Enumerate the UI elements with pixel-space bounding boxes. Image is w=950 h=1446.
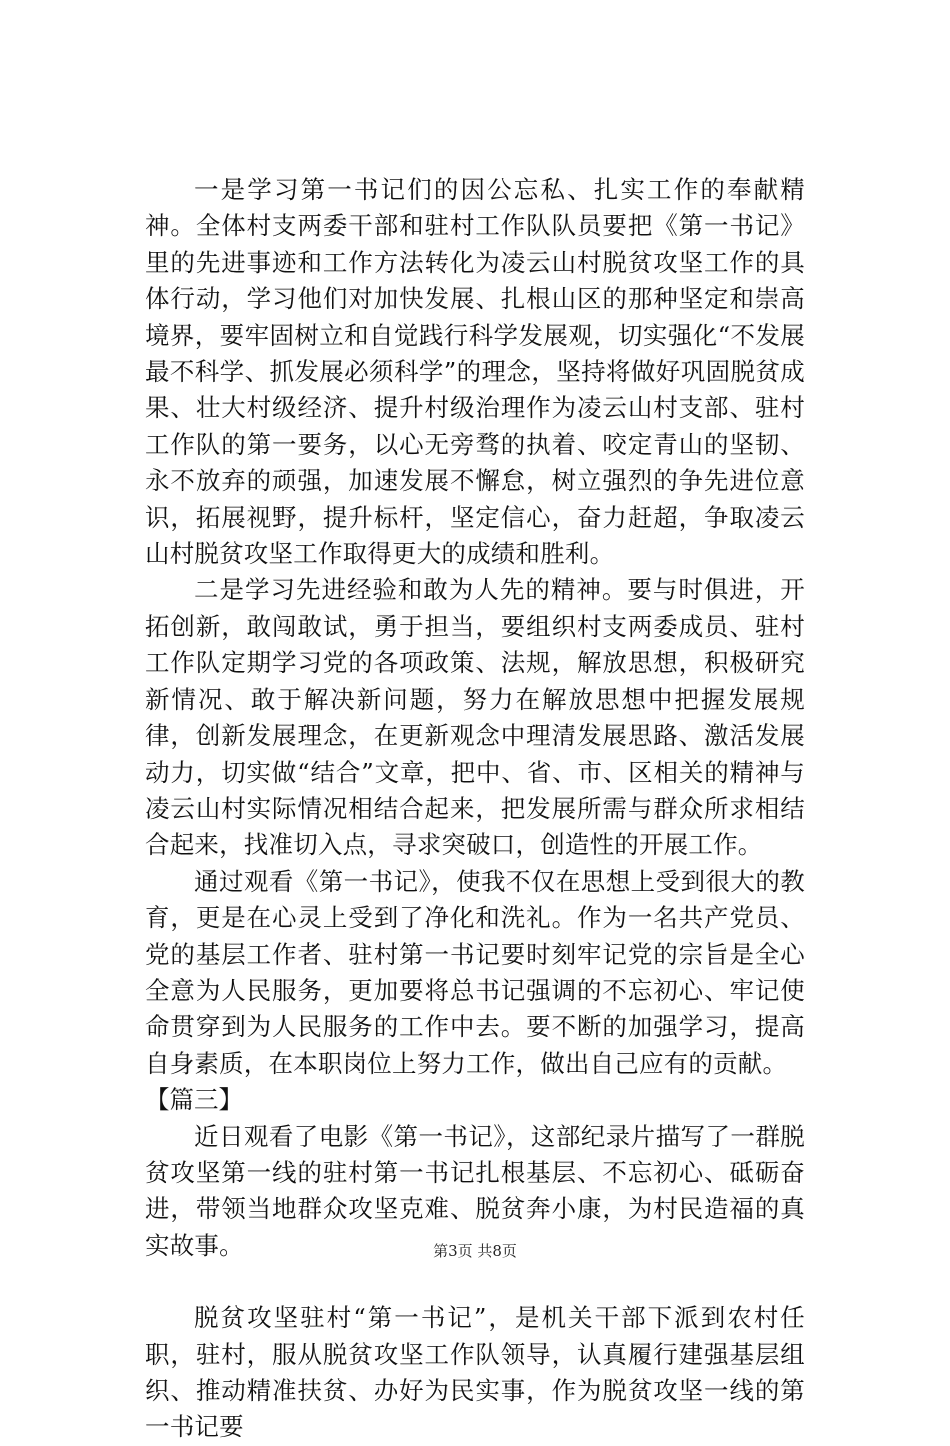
section-paragraph-1: 近日观看了电影《第一书记》，这部纪录片描写了一群脱贫攻坚第一线的驻村第一书记扎根基层、不忘初心、砥砺奋进，带领当地群众攻坚克难、脱贫奔小康，为村民造福的真实故事。 <box>145 1121 805 1260</box>
section-paragraph-2: 脱贫攻坚驻村“第一书记”，是机关干部下派到农村任职，驻村，服从脱贫攻坚工作队领导，认真履行建强基层组织、推动精准扶贫、办好为民实事，作为脱贫攻坚一线的第一书记要 <box>145 1303 805 1442</box>
blank-line <box>145 1264 805 1300</box>
page-footer: 第3页 共8页 <box>433 1242 517 1260</box>
paragraph-3: 通过观看《第一书记》，使我不仅在思想上受到很大的教育，更是在心灵上受到了净化和洗礼。作为一名共产党员、党的基层工作者、驻村第一书记要时刻牢记党的宗旨是全心全意为人民服务，更加要将总书记强调的不忘初心、牢记使命贯穿到为人民服务的工作中去。要不断的加强学习，提高自身素质，在本职岗位上努力工作，做出自己应有的贡献。 <box>145 866 805 1078</box>
paragraph-2: 二是学习先进经验和敢为人先的精神。要与时俱进，开拓创新，敢闯敢试，勇于担当，要组织村支两委成员、驻村工作队定期学习党的各项政策、法规，解放思想，积极研究新情况、敢于解决新问题，努力在解放思想中把握发展规律，创新发展理念，在更新观念中理清发展思路、激活发展动力，切实做“结合”文章，把中、省、市、区相关的精神与凌云山村实际情况相结合起来，把发展所需与群众所求相结合起来，找准切入点，寻求突破口，创造性的开展工作。 <box>145 575 805 860</box>
section-heading: 【篇三】 <box>145 1085 243 1115</box>
paragraph-1: 一是学习第一书记们的因公忘私、扎实工作的奉献精神。全体村支两委干部和驻村工作队队员要把《第一书记》里的先进事迹和工作方法转化为凌云山村脱贫攻坚工作的具体行动，学习他们对加快发展、扎根山区的那种坚定和崇高境界，要牢固树立和自觉践行科学发展观，切实强化“不发展最不科学、抓发展必须科学”的理念，坚持将做好巩固脱贫成果、壮大村级经济、提升村级治理作为凌云山村支部、驻村工作队的第一要务，以心无旁骛的执着、咬定青山的坚韧、永不放弃的顽强，加速发展不懈怠，树立强烈的争先进位意识，拓展视野，提升标杆，坚定信心，奋力赶超，争取凌云山村脱贫攻坚工作取得更大的成绩和胜利。 <box>145 175 805 569</box>
